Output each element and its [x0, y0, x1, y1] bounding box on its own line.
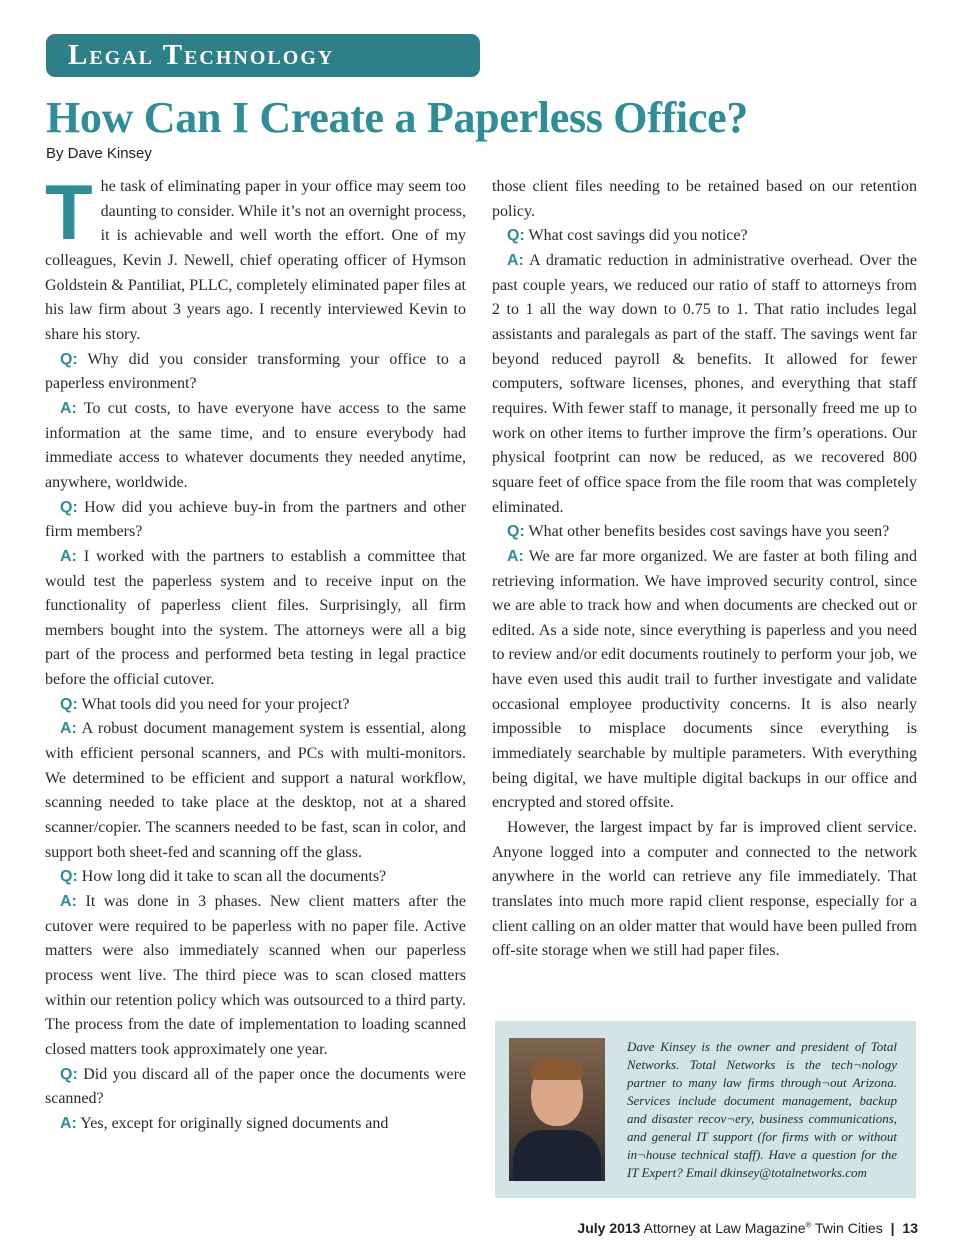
article-headline: How Can I Create a Paperless Office?	[46, 93, 749, 142]
author-bio-text: Dave Kinsey is the owner and president of Total Networks. Total Networks is the tech¬nology partner to many law firms through¬out Arizona. Services include document management, backup and disaster recov¬ery, business communications, and general IT support (for firms with or without in¬house technical staff). Have a question for the IT Expert? Email dkinsey@totalnetworks.com	[627, 1039, 897, 1180]
answer: A: It was done in 3 phases. New client matters after the cutover were required to be paperless with no paper file. Active matters were also immediately scanned when our paperless process went live. The third piece was to scan closed matters within our retention policy which was outsourced to a third party. The process from the date of implementation to loading scanned closed matters took approximately one year.	[45, 893, 467, 1058]
question: Q: Did you discard all of the paper once the documents were scanned?	[45, 1065, 466, 1108]
question: Q: What other benefits besides cost savings have you seen?	[507, 523, 890, 541]
answer: A: A dramatic reduction in administrative overhead. Over the past couple years, we reduced our ratio of staff to attorneys from 2 to 1 all the way down to 0.75 to 1. That ratio includes legal assistants and paralegals as part of the staff. The savings went far beyond reduced payroll & benefits. It allowed for fewer computers, software licenses, phones, and everything that staff requires. With fewer staff to manage, it personally freed me up to work on other items to further improve the firm’s operations. Our physical footprint can now be reduced, as we recovered 800 square feet of office space from the file room that was completely eliminated.	[492, 251, 917, 516]
footer-separator: |	[890, 1220, 895, 1236]
section-label: Legal Technology	[68, 39, 335, 71]
closing-paragraph: However, the largest impact by far is improved client service. Anyone logged into a computer and connected to the network anywhere in the world can retrieve any file immediately. That translates into much more rapid client response, especially for a client calling on an older matter that would have been pulled from off-site storage when we still had paper files.	[492, 819, 917, 960]
answer: A: A robust document management system is essential, along with efficient personal scanners, and PCs with multi-monitors. We determined to be efficient and support a natural workflow, scanning needed to take place at the desktop, not at a shared scanner/copier. The scanners needed to be fast, scan in color, and support both sheet-fed and scanning off the glass.	[45, 720, 467, 861]
byline: By Dave Kinsey	[46, 145, 152, 162]
intro-paragraph	[45, 168, 466, 348]
publication-name: Attorney at Law Magazine	[643, 1220, 806, 1236]
answer: A: Yes, except for originally signed documents and	[60, 1114, 389, 1132]
author-photo	[509, 1038, 605, 1181]
edition-name: Twin Cities	[815, 1220, 883, 1236]
question: Q: What cost savings did you notice?	[507, 227, 748, 245]
question: Q: How long did it take to scan all the documents?	[60, 868, 387, 886]
issue-date: July 2013	[577, 1220, 641, 1236]
question: Q: How did you achieve buy-in from the partners and other firm members?	[45, 498, 466, 541]
continuation-paragraph: those client files needing to be retained based on our retention policy.	[492, 178, 917, 220]
registered-mark: ®	[805, 1220, 812, 1230]
page-footer	[577, 1220, 918, 1236]
answer: A: We are far more organized. We are faster at both filing and retrieving information. We have improved security control, since we are able to track how and when documents are checked out or edited. As a side note, since everything is paperless and you need to review and/or edit documents routinely to perform your job, we have even used this audit trail to further investigate and validate occasional employee productivity concerns. It is also nearly impossible to misplace documents since everything is immediately searchable by multiple parameters. With everything being digital, we have multiple digital backups in our office and encrypted and stored offsite.	[492, 547, 917, 812]
right-column	[492, 175, 917, 964]
question: Q: What tools did you need for your project?	[60, 695, 350, 713]
author-bio-box	[495, 1021, 916, 1198]
question: Q: Why did you consider transforming your office to a paperless environment?	[45, 350, 466, 393]
section-tab	[46, 34, 480, 77]
left-column	[45, 168, 467, 1137]
answer: A: To cut costs, to have everyone have access to the same information at the same time, and to ensure everybody had immediate access to whatever documents they needed anytime, anywhere, worldwide.	[45, 399, 466, 491]
drop-cap: T	[45, 168, 93, 256]
answer: A: I worked with the partners to establish a committee that would test the paperless system and to receive input on the functionality of paperless client files. Surprisingly, all firm members bought into the system. The attorneys were all a big part of the process and performed beta testing in legal practice before the official cutover.	[45, 547, 466, 689]
page-number: 13	[902, 1220, 918, 1236]
intro-text: he task of eliminating paper in your office may seem too daunting to consider. While it’s not an overnight process, it is achievable and well worth the effort. One of my colleagues, Kevin J. Newell, chief operating officer of Hymson Goldstein & Pantiliat, PLLC, completely eliminated paper files at his law firm about 3 years ago. I recently interviewed Kevin to share his story.	[45, 178, 466, 343]
